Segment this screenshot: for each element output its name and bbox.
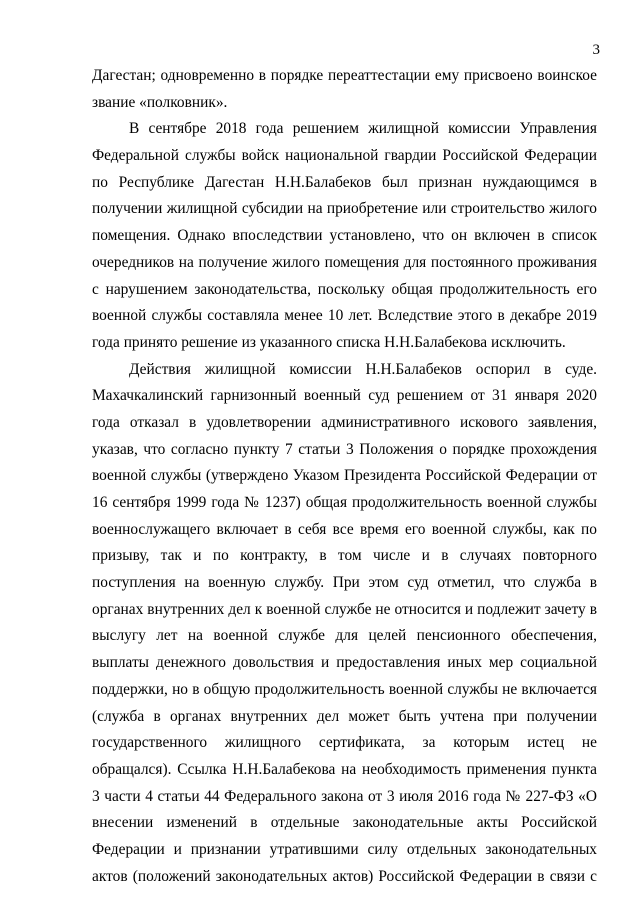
text-line: помещения. Однако впоследствии установлено, что он включен в список xyxy=(92,227,597,245)
text-line: государственного жилищного сертификата, за которым истец не xyxy=(92,734,597,752)
text-line: с нарушением законодательства, поскольку общая продолжительность его xyxy=(92,280,597,298)
text-line: года принято решение из указанного списка Н.Н.Балабекова исключить. xyxy=(92,333,566,351)
text-line: военнослужащего включает в себя все время его военной службы, как по xyxy=(92,520,597,538)
text-line: очередников на получение жилого помещения для постоянного проживания xyxy=(92,253,597,271)
text-line: поступления на военную службу. При этом суд отметил, что служба в xyxy=(92,574,597,592)
text-line: выслугу лет на военной службе для целей пенсионного обеспечения, xyxy=(92,627,597,645)
text-line: обращался). Ссылка Н.Н.Балабекова на необходимость применения пункта xyxy=(92,760,597,778)
text-line: звание «полковник». xyxy=(92,93,228,111)
text-line: Федерации и признании утратившими силу отдельных законодательных xyxy=(92,840,597,858)
text-line: 16 сентября 1999 года № 1237) общая продолжительность военной службы xyxy=(92,494,597,511)
paragraph xyxy=(92,63,597,116)
text-line: 3 части 4 статьи 44 Федерального закона от 3 июля 2016 года № 227-ФЗ «О xyxy=(92,787,597,805)
text-line: военной службы составляла менее 10 лет. Вследствие этого в декабре 2019 xyxy=(92,307,597,325)
text-line: Действия жилищной комиссии Н.Н.Балабеков оспорил в суде. xyxy=(129,360,597,378)
text-line: Дагестан; одновременно в порядке переаттестации ему присвоено воинское xyxy=(92,67,597,84)
text-line: указав, что согласно пункту 7 статьи 3 Положения о порядке прохождения xyxy=(92,440,597,458)
text-line: по Республике Дагестан Н.Н.Балабеков был признан нуждающимся в xyxy=(92,173,597,191)
paragraph xyxy=(92,357,597,891)
text-line: актов (положений законодательных актов) Российской Федерации в связи с xyxy=(92,867,597,885)
text-line: призыву, так и по контракту, в том числе и в случаях повторного xyxy=(92,547,597,565)
text-line: года отказал в удовлетворении административного искового заявления, xyxy=(92,413,597,431)
text-line: (служба в органах внутренних дел может быть учтена при получении xyxy=(92,707,597,725)
text-line: В сентябре 2018 года решением жилищной комиссии Управления xyxy=(129,120,597,138)
text-line: внесении изменений в отдельные законодательные акты Российской xyxy=(92,814,597,832)
paragraph xyxy=(92,116,597,356)
text-line: Федеральной службы войск национальной гвардии Российской Федерации xyxy=(92,147,597,165)
text-line: поддержки, но в общую продолжительность военной службы не включается xyxy=(92,680,597,698)
text-line: военной службы (утверждено Указом Президента Российской Федерации от xyxy=(92,467,597,485)
text-line: Махачкалинский гарнизонный военный суд решением от 31 января 2020 xyxy=(92,387,597,405)
document-body xyxy=(92,63,597,890)
text-line: получении жилищной субсидии на приобретение или строительство жилого xyxy=(92,200,597,218)
text-line: выплаты денежного довольствия и предоставления иных мер социальной xyxy=(92,654,597,672)
text-line: органах внутренних дел к военной службе не относится и подлежит зачету в xyxy=(92,600,597,618)
page-number: 3 xyxy=(592,42,600,58)
